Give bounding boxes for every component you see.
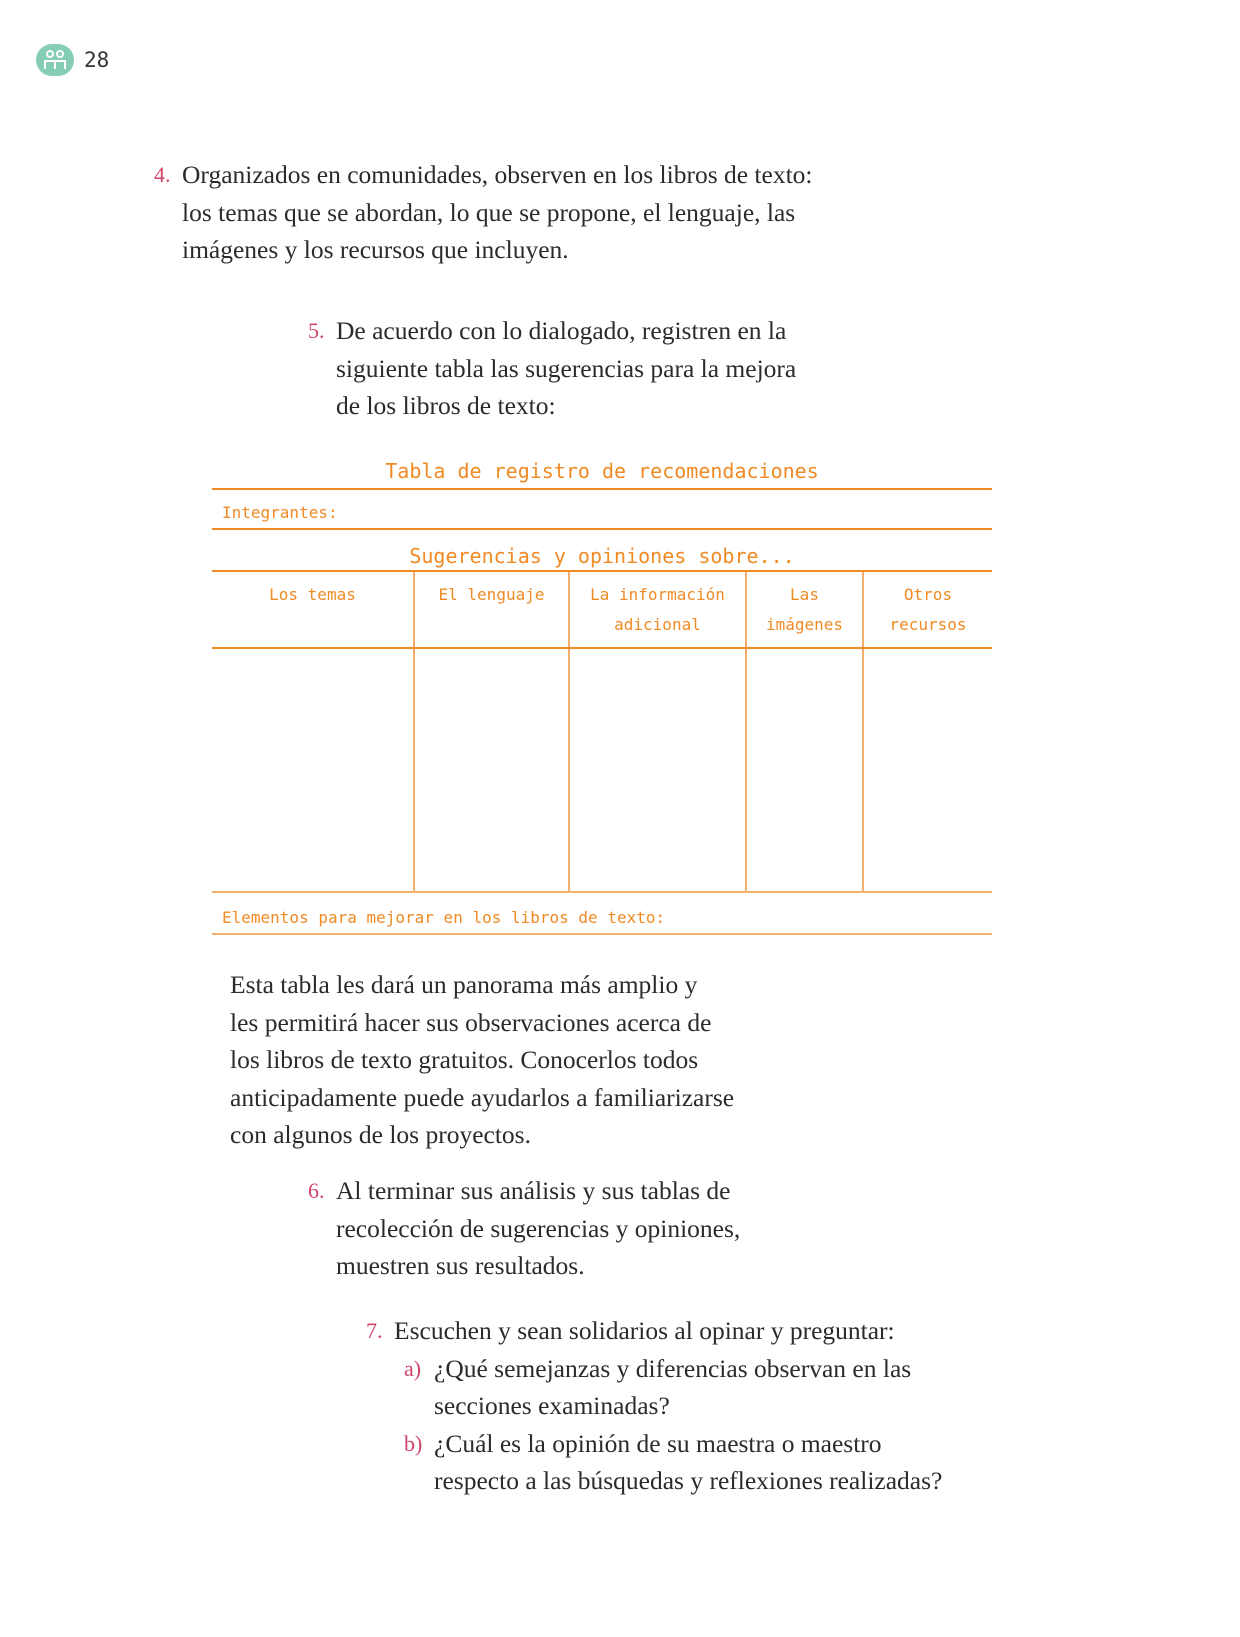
question-letter: a) [404, 1355, 422, 1381]
table-cell-temas[interactable] [212, 648, 414, 891]
text-line: Esta tabla les dará un panorama más amplio y [230, 970, 698, 999]
column-header-temas: Los temas [212, 572, 414, 648]
text-line: recolección de sugerencias y opiniones, [336, 1213, 741, 1243]
text-line: siguiente tabla las sugerencias para la mejora [336, 353, 797, 383]
table-cell-informacion[interactable] [569, 648, 746, 891]
members-field[interactable]: Integrantes: [212, 490, 992, 530]
table-cell-imagenes[interactable] [746, 648, 863, 891]
column-header-lenguaje: El lenguaje [414, 572, 569, 648]
step-number: 7. [366, 1318, 383, 1343]
step-7-intro: Escuchen y sean solidarios al opinar y preguntar: [394, 1316, 895, 1345]
table-subtitle: Sugerencias y opiniones sobre... [212, 530, 992, 572]
text-line: ¿Cuál es la opinión de su maestra o maestro [434, 1428, 882, 1458]
text-line: respecto a las búsquedas y reflexiones realizadas? [434, 1466, 943, 1495]
suggestions-grid [212, 572, 992, 891]
text-line: imágenes y los recursos que incluyen. [182, 235, 569, 264]
column-header-imagenes: Las imágenes [746, 572, 863, 648]
text-line: secciones examinadas? [434, 1391, 670, 1420]
text-line: los temas que se abordan, lo que se propone, el lenguaje, las [182, 197, 796, 227]
text-line: muestren sus resultados. [336, 1251, 585, 1280]
page-number: 28 [84, 48, 110, 72]
text-line: ¿Qué semejanzas y diferencias observan en las [434, 1353, 912, 1383]
step-number: 4. [154, 162, 171, 187]
step-4 [154, 156, 882, 269]
text-line: Organizados en comunidades, observen en los libros de texto: [182, 160, 813, 189]
text-line: anticipadamente puede ayudarlos a familiarizarse [230, 1082, 735, 1112]
text-line: con algunos de los proyectos. [230, 1120, 531, 1149]
explanation-paragraph [230, 966, 790, 1154]
text-line: Al terminar sus análisis y sus tablas de [336, 1176, 731, 1205]
community-logo-icon [36, 44, 74, 76]
text-line: les permitirá hacer sus observaciones acerca de [230, 1007, 712, 1037]
step-5 [308, 312, 856, 425]
page-header [36, 44, 109, 76]
column-header-informacion: La información adicional [569, 572, 746, 648]
step-7 [366, 1312, 1014, 1500]
table-cell-otros[interactable] [863, 648, 992, 891]
text-line: de los libros de texto: [336, 391, 556, 420]
text-line: los libros de texto gratuitos. Conocerlos todos [230, 1045, 699, 1074]
column-header-otros: Otros recursos [863, 572, 992, 648]
step-number: 5. [308, 318, 325, 343]
question-a [404, 1350, 1014, 1425]
recommendations-table [212, 454, 992, 935]
question-b [404, 1425, 1014, 1500]
table-title: Tabla de registro de recomendaciones [212, 454, 992, 490]
text-line: De acuerdo con lo dialogado, registren en la [336, 316, 787, 345]
step-number: 6. [308, 1178, 325, 1203]
question-letter: b) [404, 1430, 423, 1456]
improvement-elements-field[interactable]: Elementos para mejorar en los libros de texto: [212, 891, 992, 935]
step-6 [308, 1172, 856, 1285]
table-cell-lenguaje[interactable] [414, 648, 569, 891]
